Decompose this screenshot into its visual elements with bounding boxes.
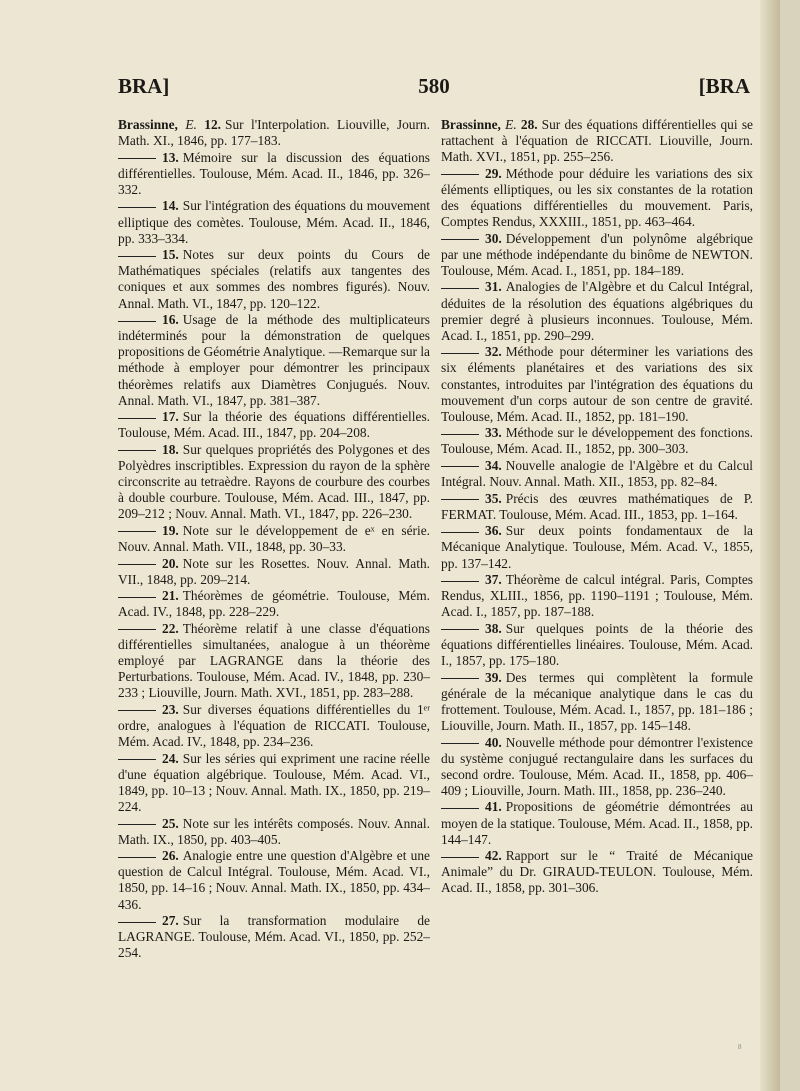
- entry-text: Sur la théorie des équations différentielles. Toulouse, Mém. Acad. III., 1847, pp. 204–208.: [118, 409, 430, 441]
- bibliography-entry: [118, 117, 430, 149]
- entry-text: Mémoire sur la discussion des équations différentielles. Toulouse, Mém. Acad. II., 1846, pp. 326–332.: [118, 149, 430, 197]
- entry-number: 32.: [485, 344, 502, 360]
- entry-text: Usage de la méthode des multiplicateurs indéterminés pour la démonstration de quelques propositions de Géométrie Analytique. —Remarque sur la méthode à employer pour démontrer les principaux théorèmes relatifs aux Diamètres Conjugués. Nouv. Annal. Math. VI., 1847, pp. 381–387.: [118, 312, 431, 408]
- entry-number: 13.: [162, 149, 179, 165]
- entry-text: Sur deux points fondamentaux de la Mécanique Analytique. Toulouse, Mém. Acad. V., 1855, pp. 137–142.: [441, 523, 753, 571]
- entry-number: 23.: [162, 701, 179, 717]
- entry-number: 37.: [485, 572, 502, 588]
- entry-number: 19.: [162, 522, 179, 538]
- bibliography-entry: [118, 442, 430, 522]
- entry-text: Des termes qui complètent la formule générale de la mécanique analytique dans le cas du frottement. Toulouse, Mém. Acad. I., 1857, pp. 181–186 ; Liouville, Journ. Math. II., 1857, pp. 145–148.: [441, 669, 753, 733]
- ditto-dash: [118, 759, 156, 760]
- entry-text: Sur des équations différentielles qui se rattachent à l'équation de RICCATI. Liouville, Journ. Math. XVI., 1851, pp. 255–256.: [441, 117, 753, 165]
- entry-number: 20.: [162, 555, 179, 571]
- ditto-dash: [441, 678, 479, 679]
- entry-number: 41.: [485, 799, 502, 815]
- entry-number: 14.: [162, 198, 179, 214]
- entry-text: Sur quelques points de la théorie des équations différentielles linéaires. Toulouse, Mém. Acad. I., 1857, pp. 175–180.: [441, 620, 753, 669]
- entry-number: 24.: [162, 750, 179, 766]
- bibliography-entry: [441, 621, 753, 669]
- ditto-dash: [118, 824, 156, 825]
- entry-number: 36.: [485, 523, 502, 539]
- entry-number: 18.: [162, 441, 179, 457]
- entry-number: 29.: [485, 165, 502, 181]
- bibliography-entry: [118, 523, 430, 555]
- ditto-dash: [441, 857, 479, 858]
- bibliography-entry: [118, 588, 430, 620]
- entry-number: 25.: [162, 815, 179, 831]
- bibliography-entry: [441, 572, 753, 620]
- ditto-dash: [118, 256, 156, 257]
- entry-number: 34.: [485, 457, 502, 473]
- footer-mark: 8: [738, 1043, 742, 1051]
- author-name: Brassinne,: [118, 117, 178, 132]
- entry-text: Propositions de géométrie démontrées au moyen de la statique. Toulouse, Mém. Acad. II., 1858, pp. 144–147.: [441, 799, 753, 847]
- right-column: [441, 117, 753, 897]
- ditto-dash: [118, 207, 156, 208]
- entry-text: Sur la transformation modulaire de LAGRANGE. Toulouse, Mém. Acad. VI., 1850, pp. 252–254.: [118, 913, 430, 961]
- bibliography-entry: [441, 425, 753, 457]
- bibliography-entry: [441, 735, 753, 799]
- bibliography-entry: [441, 344, 753, 424]
- bibliography-entry: [118, 150, 430, 198]
- ditto-dash: [118, 629, 156, 630]
- entry-text: Note sur le développement de eˣ en série. Nouv. Annal. Math. VII., 1848, pp. 30–33.: [118, 522, 430, 554]
- entry-number: 15.: [162, 247, 179, 263]
- entry-number: 35.: [485, 490, 502, 506]
- bibliography-entry: [118, 913, 430, 961]
- entry-text: Sur diverses équations différentielles du 1ᵉʳ ordre, analogues à l'équation de RICCATI. Toulouse, Mém. Acad. IV., 1848, pp. 234–236.: [118, 701, 430, 750]
- bibliography-entry: [118, 312, 430, 409]
- ditto-dash: [441, 629, 479, 630]
- bibliography-entry: [118, 702, 430, 750]
- entry-text: Méthode pour déduire les variations des six éléments elliptiques, ou les six constantes de la rotation des équations différentielles du mouvement. Paris, Comptes Rendus, XXXIII., 1851, pp. 463–464.: [441, 165, 753, 230]
- bibliography-entry: [118, 247, 430, 311]
- author-name: Brassinne,: [441, 117, 501, 132]
- entry-text: Théorèmes de géométrie. Toulouse, Mém. Acad. IV., 1848, pp. 228–229.: [118, 588, 430, 620]
- ditto-dash: [441, 532, 479, 533]
- entry-number: 17.: [162, 409, 179, 425]
- bibliography-entry: [441, 231, 753, 279]
- entry-text: Rapport sur le “ Traité de Mécanique Animale” du Dr. GIRAUD-TEULON. Toulouse, Mém. Acad. II., 1858, pp. 301–306.: [441, 848, 753, 896]
- ditto-dash: [118, 418, 156, 419]
- ditto-dash: [118, 922, 156, 923]
- entry-number: 30.: [485, 230, 502, 246]
- ditto-dash: [441, 743, 479, 744]
- bibliography-entry: [118, 409, 430, 441]
- ditto-dash: [441, 288, 479, 289]
- ditto-dash: [118, 321, 156, 322]
- entry-text: Note sur les Rosettes. Nouv. Annal. Math. VII., 1848, pp. 209–214.: [118, 555, 430, 587]
- entry-number: 38.: [485, 620, 502, 636]
- entry-text: Méthode pour déterminer les variations des six éléments planétaires et des variations des six constantes, introduites par l'intégration des équations du mouvement d'un corps autour de son centre de gravité. Toulouse, Mém. Acad. II., 1852, pp. 181–190.: [441, 344, 753, 424]
- left-column: [118, 117, 430, 962]
- bibliography-entry: [441, 491, 753, 523]
- entry-text: Nouvelle analogie de l'Algèbre et du Calcul Intégral. Nouv. Annal. Math. XII., 1853, pp. 82–84.: [441, 457, 753, 490]
- bibliography-entry: [118, 751, 430, 815]
- ditto-dash: [441, 434, 479, 435]
- running-header: [118, 74, 750, 104]
- entry-number: 33.: [485, 425, 502, 441]
- entry-number: 26.: [162, 848, 179, 864]
- entry-number: 28.: [520, 117, 538, 132]
- page-number: 580: [418, 74, 450, 98]
- bibliography-entry: [118, 621, 430, 701]
- ditto-dash: [441, 466, 479, 467]
- entry-text: Note sur les intérêts composés. Nouv. Annal. Math. IX., 1850, pp. 403–405.: [118, 815, 430, 847]
- ditto-dash: [118, 450, 156, 451]
- bibliography-entry: [441, 458, 753, 490]
- bibliography-entry: [441, 166, 753, 230]
- bibliography-entry: [441, 117, 753, 165]
- entry-number: 39.: [485, 669, 502, 685]
- header-right: [BRA: [698, 74, 750, 98]
- entry-number: 12.: [204, 117, 221, 132]
- entry-text: Méthode sur le développement des fonctions. Toulouse, Mém. Acad. II., 1852, pp. 300–303.: [441, 425, 753, 457]
- entry-number: 31.: [485, 279, 502, 295]
- bibliography-entry: [441, 848, 753, 896]
- bibliography-entry: [441, 670, 753, 734]
- entry-text: Précis des œuvres mathématiques de P. FERMAT. Toulouse, Mém. Acad. III., 1853, pp. 1–164.: [441, 490, 753, 522]
- author-initial: E.: [185, 117, 197, 132]
- bibliography-entry: [441, 279, 753, 343]
- entry-text: Sur l'intégration des équations du mouvement elliptique des comètes. Toulouse, Mém. Acad. II., 1846, pp. 333–334.: [118, 198, 430, 246]
- entry-text: Sur l'Interpolation. Liouville, Journ. Math. XI., 1846, pp. 177–183.: [118, 117, 430, 149]
- entry-text: Sur les séries qui expriment une racine réelle d'une équation algébrique. Toulouse, Mém. Acad. VI., 1849, pp. 10–13 ; Nouv. Annal. Math. IX., 1850, pp. 219–224.: [118, 750, 430, 814]
- entry-text: Théorème de calcul intégral. Paris, Comptes Rendus, XLIII., 1856, pp. 1190–1191 ; Toulouse, Mém. Acad. I., 1857, pp. 187–188.: [441, 572, 753, 620]
- ditto-dash: [441, 581, 479, 582]
- entry-text: Théorème relatif à une classe d'équations différentielles simultanées, analogue à un théorème employé par LAGRANGE dans la théorie des Perturbations. Toulouse, Mém. Acad. IV., 1848, pp. 230–233 ; Liouville, Journ. Math. XVI., 1851, pp. 283–288.: [118, 620, 430, 701]
- ditto-dash: [441, 239, 479, 240]
- entry-number: 21.: [162, 588, 179, 604]
- bibliography-entry: [118, 848, 430, 912]
- ditto-dash: [118, 158, 156, 159]
- ditto-dash: [118, 710, 156, 711]
- ditto-dash: [441, 808, 479, 809]
- bibliography-entry: [118, 816, 430, 848]
- entry-number: 16.: [162, 312, 179, 328]
- entry-number: 27.: [162, 913, 179, 929]
- ditto-dash: [118, 564, 156, 565]
- bibliography-entry: [441, 799, 753, 847]
- ditto-dash: [441, 174, 479, 175]
- author-initial: E.: [505, 117, 517, 132]
- entry-number: 42.: [485, 848, 502, 864]
- bibliography-entry: [118, 198, 430, 246]
- entry-text: Analogies de l'Algèbre et du Calcul Intégral, déduites de la résolution des équations algébriques du premier degré à plusieurs inconnues. Toulouse, Mém. Acad. I., 1851, pp. 290–299.: [441, 279, 753, 343]
- entry-number: 40.: [485, 734, 502, 750]
- page-edge-shadow: [760, 0, 780, 1091]
- ditto-dash: [118, 857, 156, 858]
- bibliography-entry: [118, 556, 430, 588]
- entry-text: Sur quelques propriétés des Polygones et des Polyèdres inscriptibles. Expression du rayon de la sphère circonscrite au tetraèdre. Rayons de courbure des courbes à double courbure. Toulouse, Mém. Acad. III., 1847, pp. 209–212 ; Nouv. Annal. Math. VI., 1847, pp. 226–230.: [118, 441, 430, 522]
- header-left: BRA]: [118, 74, 170, 98]
- ditto-dash: [441, 353, 479, 354]
- entry-number: 22.: [162, 620, 179, 636]
- bibliography-entry: [441, 523, 753, 571]
- entry-text: Notes sur deux points du Cours de Mathématiques spéciales (relatifs aux tangentes des coniques et aux sommes des nombres figurés). Nouv. Annal. Math. VI., 1847, pp. 120–122.: [118, 247, 430, 311]
- entry-text: Développement d'un polynôme algébrique par une méthode indépendante du binôme de NEWTON. Toulouse, Mém. Acad. I., 1851, pp. 184–189.: [441, 230, 753, 278]
- ditto-dash: [118, 597, 156, 598]
- entry-text: Analogie entre une question d'Algèbre et une question de Calcul Intégral. Toulouse, Mém. Acad. VI., 1850, pp. 14–16 ; Nouv. Annal. Math. IX., 1850, pp. 434–436.: [118, 848, 430, 912]
- ditto-dash: [441, 499, 479, 500]
- entry-text: Nouvelle méthode pour démontrer l'existence du système conjugué rectangulaire dans les surfaces du second ordre. Toulouse, Mém. Acad. II., 1858, pp. 406–409 ; Liouville, Journ. Math. III., 1858, pp. 236–240.: [441, 734, 753, 798]
- ditto-dash: [118, 531, 156, 532]
